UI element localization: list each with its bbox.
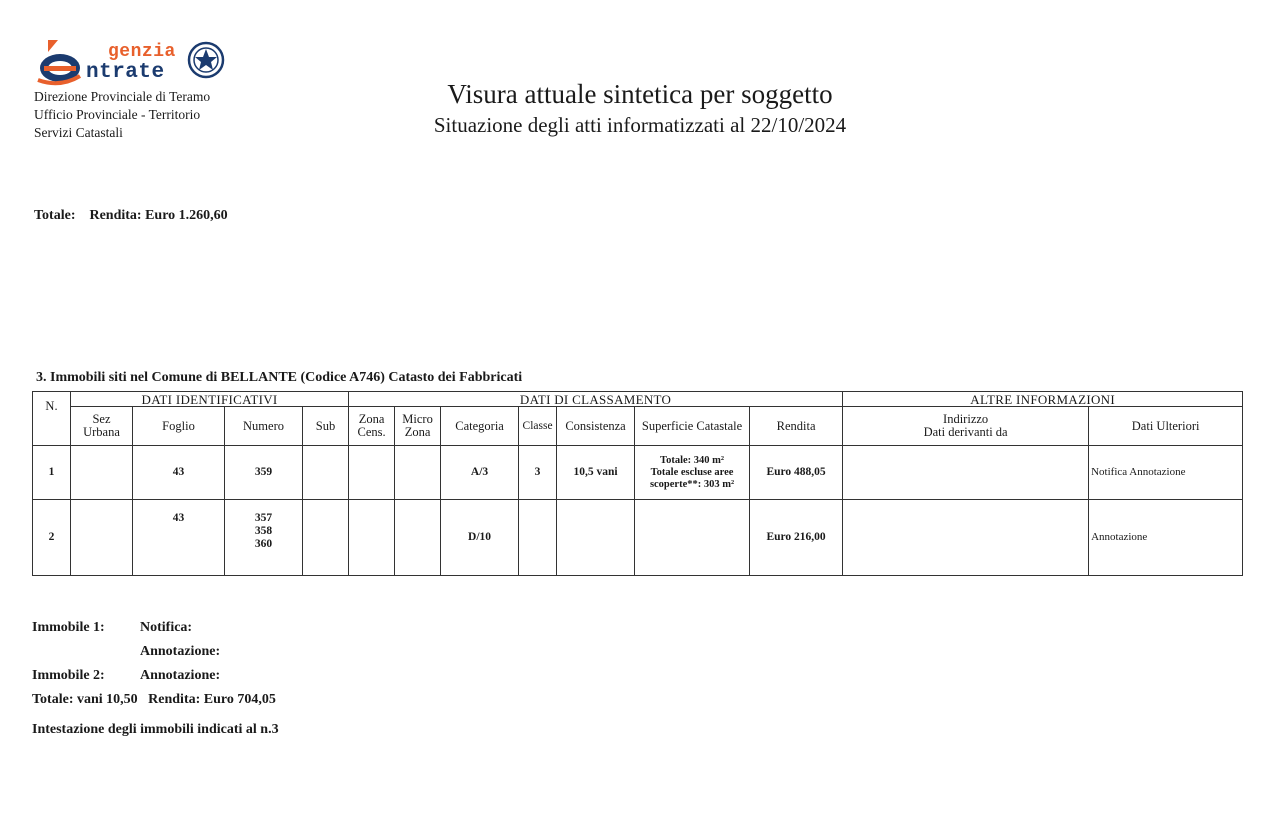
cell-sub — [303, 446, 349, 500]
intestazione-label: Intestazione degli immobili indicati al n.3 — [32, 722, 279, 737]
numero-line: 360 — [254, 538, 273, 550]
cell-indirizzo — [843, 446, 1089, 500]
superficie-line: Totale: 340 m² — [660, 454, 725, 466]
document-title: Visura attuale sintetica per soggetto — [447, 79, 833, 109]
superficie-line: scoperte**: 303 m² — [649, 478, 735, 490]
office-line: Servizi Catastali — [34, 125, 123, 140]
logo-text-agenzia: genzia — [108, 42, 176, 62]
col-rendita: Rendita — [750, 407, 843, 446]
numero-line: 357 — [254, 512, 273, 524]
office-block — [34, 88, 210, 142]
table-row — [33, 500, 1243, 576]
col-indirizzo-label: Indirizzo — [943, 412, 989, 426]
col-micro-zona: Micro Zona — [395, 407, 441, 446]
cell-numero — [225, 500, 303, 576]
col-consistenza: Consistenza — [557, 407, 635, 446]
group-dati-identificativi: DATI IDENTIFICATIVI — [71, 392, 349, 407]
cell-zona — [349, 446, 395, 500]
col-zona-cens: Zona Cens. — [349, 407, 395, 446]
group-altre-informazioni: ALTRE INFORMAZIONI — [843, 392, 1243, 407]
cell-rendita: Euro 216,00 — [750, 500, 843, 576]
note-row — [32, 616, 279, 640]
superficie-line: Totale escluse aree — [650, 466, 734, 478]
col-categoria: Categoria — [441, 407, 519, 446]
note-key: Immobile 1: — [32, 620, 105, 635]
note-value: Annotazione: — [140, 668, 221, 683]
group-dati-classamento: DATI DI CLASSAMENTO — [349, 392, 843, 407]
cell-consistenza: 10,5 vani — [557, 446, 635, 500]
col-indirizzo — [843, 407, 1089, 446]
col-numero: Numero — [225, 407, 303, 446]
cell-sez — [71, 500, 133, 576]
cell-foglio: 43 — [133, 446, 225, 500]
notes-block — [32, 616, 279, 742]
note-key — [32, 640, 140, 664]
cell-categoria: D/10 — [441, 500, 519, 576]
cell-rendita: Euro 488,05 — [750, 446, 843, 500]
col-derivanti-label: Dati derivanti da — [923, 425, 1008, 439]
cell-foglio: 43 — [133, 500, 225, 576]
note-value: Notifica: — [140, 620, 193, 635]
cell-classe: 3 — [519, 446, 557, 500]
catasto-table — [32, 391, 1243, 576]
col-sez-urbana: Sez Urbana — [71, 407, 133, 446]
col-superficie: Superficie Catastale — [635, 407, 750, 446]
agenzia-entrate-logo — [36, 36, 228, 88]
document-subtitle: Situazione degli atti informatizzati al 22/10/2024 — [433, 113, 847, 137]
cell-dati-ulteriori: Annotazione — [1089, 500, 1243, 576]
col-n: N. — [33, 392, 71, 446]
col-dati-ulteriori: Dati Ulteriori — [1089, 407, 1243, 446]
cell-numero: 359 — [225, 446, 303, 500]
col-sub: Sub — [303, 407, 349, 446]
note-row — [32, 664, 279, 688]
col-foglio: Foglio — [133, 407, 225, 446]
note-row — [32, 640, 279, 664]
numero-line: 358 — [254, 525, 273, 537]
cell-superficie — [635, 500, 750, 576]
totale-value: Rendita: Euro 1.260,60 — [89, 208, 228, 223]
cell-categoria: A/3 — [441, 446, 519, 500]
cell-micro — [395, 500, 441, 576]
cell-n: 2 — [33, 500, 71, 576]
totale-vani-rendita: Totale: vani 10,50 Rendita: Euro 704,05 — [32, 692, 276, 707]
cell-sub — [303, 500, 349, 576]
logo-text-entrate: ntrate — [86, 61, 165, 84]
cell-zona — [349, 500, 395, 576]
cell-superficie — [635, 446, 750, 500]
cell-consistenza — [557, 500, 635, 576]
section-title: 3. Immobili siti nel Comune di BELLANTE (Codice A746) Catasto dei Fabbricati — [36, 370, 523, 385]
cell-n: 1 — [33, 446, 71, 500]
italian-emblem-icon — [186, 38, 226, 82]
table-row — [33, 446, 1243, 500]
note-key: Immobile 2: — [32, 668, 105, 683]
totale-label: Totale: — [34, 208, 76, 223]
note-value: Annotazione: — [140, 644, 221, 659]
cell-dati-ulteriori: Notifica Annotazione — [1089, 446, 1243, 500]
col-classe: Classe — [519, 407, 557, 446]
document-title-block — [340, 76, 940, 138]
office-line: Ufficio Provinciale - Territorio — [34, 107, 201, 122]
cell-sez — [71, 446, 133, 500]
cell-micro — [395, 446, 441, 500]
totale-rendita-top — [34, 208, 228, 224]
office-line: Direzione Provinciale di Teramo — [34, 89, 211, 104]
cell-indirizzo — [843, 500, 1089, 576]
cell-classe — [519, 500, 557, 576]
